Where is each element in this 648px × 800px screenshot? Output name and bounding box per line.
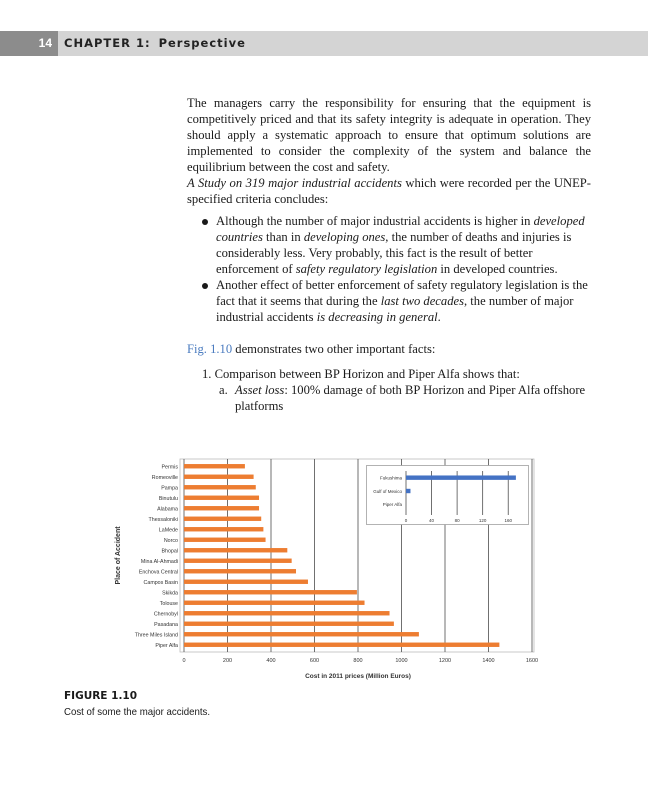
bar-bhopal [184, 548, 287, 552]
category-label: Three Miles Island [134, 632, 178, 639]
lettered-item [219, 382, 591, 414]
category-label: Campos Basin [143, 579, 178, 586]
bar-three-miles-island [184, 632, 419, 636]
x-tick-label: 600 [309, 658, 320, 664]
bar-pasadana [184, 622, 394, 626]
inset-category-label: Gulf of Mexico [373, 488, 402, 494]
bullet-emphasis: safety regulatory legislation [295, 262, 438, 276]
x-tick-label: 200 [222, 658, 233, 664]
inset-tick-label: 120 [478, 518, 487, 523]
figure-caption: Cost of some the major accidents. [64, 706, 211, 718]
chapter-title: Perspective [158, 36, 246, 50]
bar-campos-basin [184, 580, 308, 584]
lettered-item-label: a. [219, 383, 228, 397]
bar-tolouse [184, 601, 365, 605]
x-tick-label: 800 [353, 658, 363, 664]
inset-frame [367, 466, 529, 525]
bullet-emphasis: last two decades [380, 294, 464, 308]
category-label: Bhopal [161, 548, 178, 555]
category-label: Alabama [157, 506, 178, 513]
inset-tick-label: 40 [429, 518, 435, 523]
category-label: Mina Al-Ahmadi [140, 558, 178, 565]
bar-thessaloniki [184, 517, 261, 521]
x-tick-label: 1200 [438, 658, 452, 664]
inset-tick-label: 0 [404, 518, 408, 523]
category-label: Piper Alfa [155, 642, 178, 649]
inset-bar-fukushima [406, 475, 516, 479]
chapter-heading [64, 31, 246, 56]
bullet-dot [202, 283, 208, 289]
category-label: Thessaloniki [148, 516, 178, 523]
x-tick-label: 1600 [525, 658, 539, 664]
numbered-item [202, 366, 520, 382]
chapter-label: CHAPTER 1: [64, 36, 151, 50]
category-label: Pampa [161, 485, 178, 492]
bullet-text: in developed countries. [437, 262, 558, 276]
inset-bar-chart [366, 465, 529, 525]
study-text: which were recorded per the UNEP-specified criteria concludes: [187, 176, 591, 206]
bullet-text: Another effect of better enforcement of safety regulatory legislation is the fact that it seems that during the [216, 278, 588, 308]
inset-category-label: Fukushima [379, 475, 402, 481]
bar-norco [184, 538, 266, 542]
lettered-item-emphasis: Asset loss [235, 383, 285, 397]
bullet-text: than in [262, 230, 304, 244]
bar-romeoville [184, 475, 254, 479]
x-tick-label: 1400 [482, 658, 495, 664]
category-label: Permis [161, 464, 178, 471]
inset-tick-label: 160 [504, 518, 512, 523]
bullet-emphasis: developing ones [303, 230, 386, 244]
category-label: Tolouse [159, 600, 178, 607]
figure-reference-text: demonstrates two other important facts: [232, 342, 436, 356]
bullet-text: , the number of deaths and injuries is considerably less. Very probably, this fact is the result of better enforcement of [216, 230, 572, 276]
bullet-item [202, 213, 592, 277]
lettered-item-text: : 100% damage of both BP Horizon and Piper Alfa offshore platforms [235, 383, 586, 413]
category-label: Skikda [162, 590, 178, 597]
bullet-text: . [437, 310, 441, 324]
category-label: Chernobyl [153, 611, 178, 618]
numbered-item-label: 1. [202, 367, 212, 381]
paragraph-managers: The managers carry the responsibility for ensuring that the equipment is competitively priced and that its safety integrity is adequate in operation. They should apply a systematic approach to ensure that optimum solutions are implemented to consider the complexity of the system and balance the equilibrium between the cost and safety. [187, 96, 591, 174]
page-number: 14 [0, 31, 58, 56]
category-label: Romeoville [151, 474, 178, 481]
inset-tick-label: 80 [454, 518, 460, 523]
bullet-text: , the number of major industrial accidents [216, 294, 574, 324]
category-label: Pasadana [154, 621, 178, 628]
category-label: Binutulu [158, 495, 178, 502]
study-title: A Study on 319 major industrial accidents [187, 176, 402, 190]
figure-reference-line [187, 341, 435, 357]
x-tick-label: 0 [182, 658, 186, 664]
bar-permis [184, 464, 245, 468]
figure-label: FIGURE 1.10 [64, 690, 138, 702]
x-tick-label: 400 [266, 658, 276, 664]
bar-binutulu [184, 496, 259, 500]
category-label: Enchova Central [138, 569, 178, 576]
bullet-item [202, 277, 592, 325]
bar-enchova-central [184, 569, 296, 573]
bar-alabama [184, 506, 259, 510]
bar-lamede [184, 527, 263, 531]
bar-skikda [184, 590, 357, 594]
bullet-text: Although the number of major industrial accidents is higher in [216, 214, 534, 228]
figure-link[interactable]: Fig. 1.10 [187, 342, 233, 356]
bar-pampa [184, 485, 256, 489]
bar-piper-alfa [184, 643, 499, 647]
inset-category-label: Piper Alfa [382, 502, 402, 508]
category-label: LaMede [158, 527, 178, 534]
bar-mina-al-ahmadi [184, 559, 292, 563]
bullet-emphasis: developed countries [216, 214, 585, 244]
category-label: Norco [163, 537, 178, 544]
x-axis-title: Cost in 2011 prices (Million Euros) [305, 673, 411, 680]
bullet-emphasis: is decreasing in general [316, 310, 438, 324]
bullet-list [202, 213, 592, 325]
bar-chernobyl [184, 611, 390, 615]
inset-bar-gulf-of-mexico [406, 489, 410, 493]
paragraph-study [187, 175, 591, 207]
y-axis-title: Place of Accident [115, 526, 122, 585]
numbered-item-text: Comparison between BP Horizon and Piper Alfa shows that: [214, 367, 520, 381]
x-tick-label: 1000 [395, 658, 408, 664]
bullet-dot [202, 219, 208, 225]
